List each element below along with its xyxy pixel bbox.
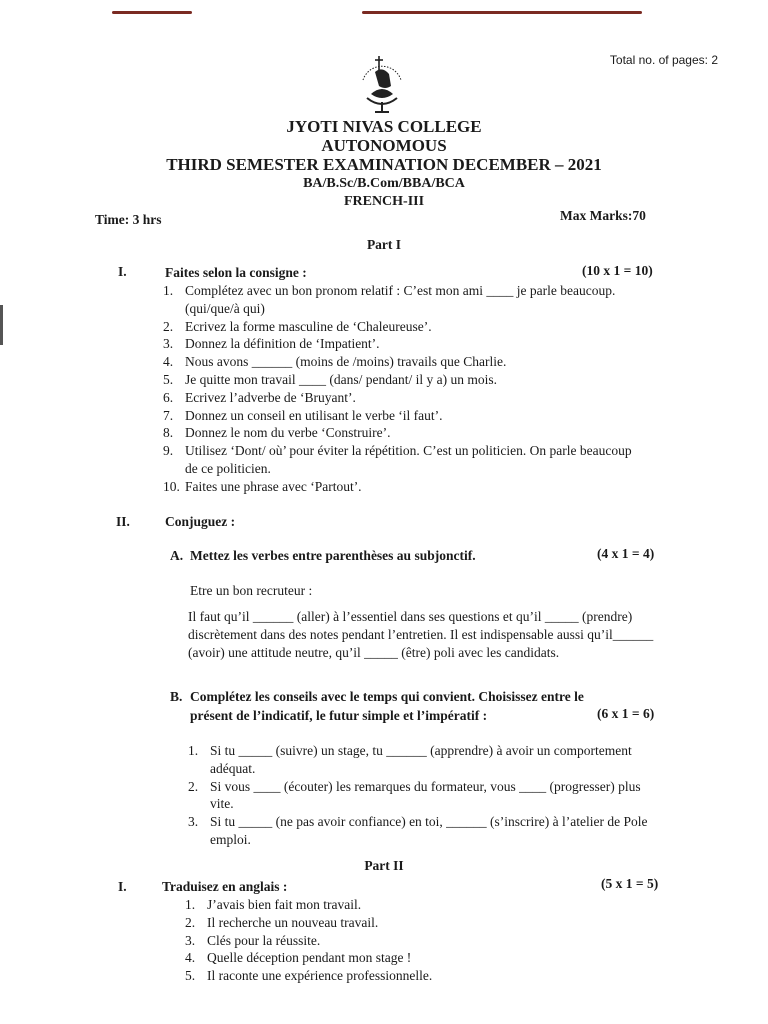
part1-sec1-heading: Faites selon la consigne : [165,265,307,280]
exam-time: Time: 3 hrs [95,212,162,227]
question-item: 7. Donnez un conseil en utilisant le verbe ‘il faut’. [163,407,443,423]
part-2-title: Part II [364,858,404,873]
sec2a-label: A. [170,548,184,563]
sec2b-marks: (6 x 1 = 6) [597,706,655,721]
part1-sec1-marks: (10 x 1 = 10) [582,263,653,278]
college-name: JYOTI NIVAS COLLEGE [286,117,482,136]
sec2b-label: B. [170,689,183,704]
question-item: 5. Je quitte mon travail ____ (dans/ pendant/ il y a) un mois. [163,371,497,387]
sec2b-heading-line2: présent de l’indicatif, le futur simple et l’impératif : [190,708,488,723]
question-item: 2. Si vous ____ (écouter) les remarques du formateur, vous ____ (progresser) plus vite. [188,778,641,812]
question-item: 10. Faites une phrase avec ‘Partout’. [163,478,362,494]
question-item: 4. Quelle déception pendant mon stage ! [185,950,412,966]
question-item: 6. Ecrivez l’adverbe de ‘Bruyant’. [163,389,356,405]
scan-mark-left [112,11,192,14]
sec2b-question-list [188,742,662,849]
question-item: 9. Utilisez ‘Dont/ où’ pour éviter la répétition. C’est un politicien. On parle beaucoup de ce politicien. [163,443,632,476]
part1-sec2-number: II. [116,514,130,529]
part-1-title: Part I [366,237,402,252]
sec2b-heading-line1: Complétez les conseils avec le temps qui convient. Choisissez entre le [190,689,584,704]
question-item: 1. J’avais bien fait mon travail. [185,897,362,912]
scan-mark-right [362,11,642,14]
subject: FRENCH-III [343,194,425,209]
question-item: 3. Clés pour la réussite. [185,932,321,948]
question-item: 2. Ecrivez la forme masculine de ‘Chaleureuse’. [163,318,432,334]
part2-sec1-heading: Traduisez en anglais : [162,879,288,894]
question-item: 4. Nous avons ______ (moins de /moins) travails que Charlie. [163,354,507,370]
question-item: 8. Donnez le nom du verbe ‘Construire’. [163,425,391,441]
part2-question-list [185,896,655,985]
question-item: 3. Donnez la définition de ‘Impatient’. [163,336,380,352]
total-pages: Total no. of pages: 2 [609,53,718,67]
part1-question-list [163,282,633,496]
sec2a-passage: Il faut qu’il ______ (aller) à l’essentiel dans ses questions et qu’il _____ (prendre) discrètement dans des notes pendant l’entretien. Il est indispensable aussi qu’il______ (avoir) une attitude neutre, qu’il _____ (être) poli avec les candidats. [188,609,654,660]
sec2a-intro: Etre un bon recruteur : [190,583,313,598]
sec2a-marks: (4 x 1 = 4) [597,546,655,561]
college-emblem-logo [357,50,407,116]
autonomous-label: AUTONOMOUS [321,136,447,155]
question-item: 3. Si tu _____ (ne pas avoir confiance) en toi, ______ (s’inscrire) à l’atelier de Pole emploi. [188,814,648,847]
question-item: 2. Il recherche un nouveau travail. [185,914,379,930]
part1-sec2-heading: Conjuguez : [165,514,236,529]
programs: BA/B.Sc/B.Com/BBA/BCA [303,176,465,191]
question-item: 1. Complétez avec un bon pronom relatif : C’est mon ami ____ je parle beaucoup. (qui/que/à qui) [163,283,616,316]
part2-sec1-number: I. [118,879,127,894]
part1-sec1-number: I. [118,264,127,279]
question-item: 1. Si tu _____ (suivre) un stage, tu ______ (apprendre) à avoir un comportement adéquat. [188,743,632,776]
max-marks: Max Marks:70 [560,208,646,223]
part2-sec1-marks: (5 x 1 = 5) [601,876,659,891]
question-item: 5. Il raconte une expérience professionnelle. [185,968,433,984]
scan-edge-mark [0,305,3,345]
sec2a-heading: Mettez les verbes entre parenthèses au subjonctif. [190,548,476,563]
exam-title: THIRD SEMESTER EXAMINATION DECEMBER – 2021 [166,155,602,174]
